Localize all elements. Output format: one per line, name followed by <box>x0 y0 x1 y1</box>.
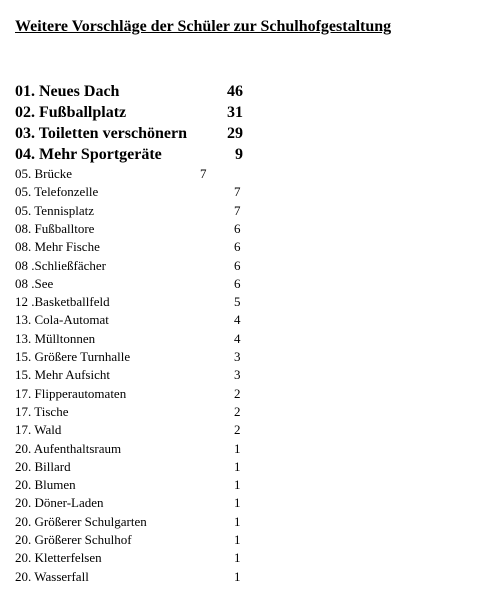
list-item-label: 20. Billard <box>15 458 71 474</box>
list-item-count: 2 <box>234 403 241 419</box>
list-item-count: 3 <box>234 349 241 364</box>
list-item-label: 05. Tennisplatz <box>15 202 95 218</box>
list-item-label: 20. Größerer Schulgarten <box>15 513 147 529</box>
list-item-label: 02. Fußballplatz <box>15 104 127 121</box>
list-item-count: 3 <box>234 367 241 383</box>
list-item-label: 20. Kletterfelsen <box>15 550 102 566</box>
list-item-label: 13. Cola-Automat <box>15 312 109 328</box>
list-item-label: 20. Wasserfall <box>15 568 89 584</box>
list-item-count: 1 <box>234 568 241 584</box>
list-item-count: 2 <box>234 385 241 401</box>
list-item-count: 9 <box>235 146 243 163</box>
list-item-count: 5 <box>234 294 241 310</box>
list-item-label: 05. Telefonzelle <box>15 184 99 200</box>
list-item-count: 31 <box>227 104 243 121</box>
list-item-label: 20. Größerer Schulhof <box>15 532 132 547</box>
list-item-label: 17. Flipperautomaten <box>15 385 127 401</box>
list-item-label: 08 .Schließfächer <box>15 257 106 273</box>
list-item-count: 6 <box>234 239 241 255</box>
list-item-count: 2 <box>234 422 241 438</box>
list-item-count: 1 <box>234 477 241 493</box>
list-item-label: 20. Aufenthaltsraum <box>15 440 122 456</box>
list-item-count: 6 <box>234 275 241 291</box>
list-item-label: 13. Mülltonnen <box>15 330 96 346</box>
list-item-count: 4 <box>234 312 241 328</box>
list-item-count: 7 <box>234 202 241 218</box>
list-item-count: 1 <box>234 495 241 511</box>
list-item-count: 4 <box>234 330 241 346</box>
list-item-label: 15. Größere Turnhalle <box>15 349 131 364</box>
list-item-count: 29 <box>227 125 243 142</box>
list-item-count: 1 <box>234 532 241 547</box>
list-item-count: 1 <box>234 458 241 474</box>
list-item-count: 46 <box>227 83 243 100</box>
list-item-count: 1 <box>234 513 241 529</box>
list-item-label: 08. Mehr Fische <box>15 239 100 255</box>
list-item-count: 6 <box>234 257 241 273</box>
list-item-label: 01. Neues Dach <box>15 83 120 100</box>
page-title: Weitere Vorschläge der Schüler zur Schulhofgestaltung <box>15 18 392 35</box>
list-item-count: 1 <box>234 550 241 566</box>
list-item-label: 03. Toiletten verschönern <box>15 125 187 142</box>
list-item-count: 1 <box>234 440 241 456</box>
list-item-label: 04. Mehr Sportgeräte <box>15 146 162 163</box>
list-item-count: 7 <box>200 166 207 181</box>
list-item-count: 7 <box>234 184 241 200</box>
list-item-label: 08 .See <box>15 275 54 291</box>
list-item-label: 08. Fußballtore <box>15 220 95 236</box>
list-item-label: 17. Wald <box>15 422 62 438</box>
list-item-count: 6 <box>234 220 241 236</box>
list-item-label: 20. Döner-Laden <box>15 495 104 511</box>
list-item-label: 20. Blumen <box>15 477 76 493</box>
list-item-label: 05. Brücke <box>15 166 73 181</box>
list-item-label: 15. Mehr Aufsicht <box>15 367 110 383</box>
list-item-label: 12 .Basketballfeld <box>15 294 110 310</box>
list-item-label: 17. Tische <box>15 403 69 419</box>
